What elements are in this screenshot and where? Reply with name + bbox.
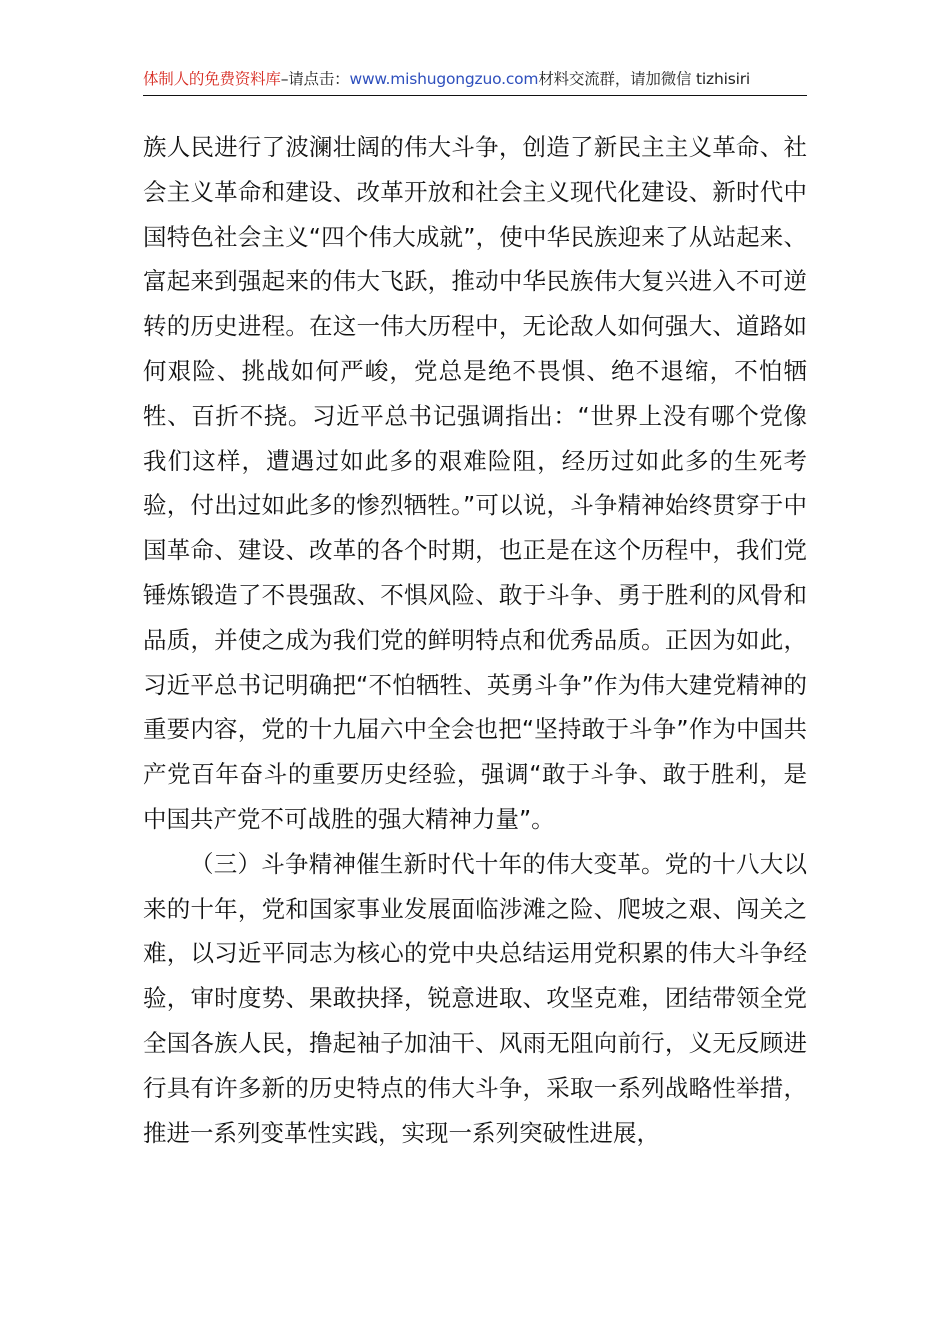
page-header xyxy=(143,64,807,94)
header-prompt: –请点击： xyxy=(280,70,350,88)
body-paragraph-2: （三）斗争精神催生新时代十年的伟大变革。党的十八大以来的十年，党和国家事业发展面临涉滩之险、爬坡之艰、闯关之难，以习近平同志为核心的党中央总结运用党积累的伟大斗争经验，审时度势、果敢抉择，锐意进取、攻坚克难，团结带领全党全国各族人民，撸起袖子加油干、风雨无阻向前行，义无反顾进行具有许多新的历史特点的伟大斗争，采取一系列战略性举措，推进一系列变革性实践，实现一系列突破性进展， xyxy=(143,849,807,1147)
document-body xyxy=(143,125,807,1155)
body-paragraph-1: 族人民进行了波澜壮阔的伟大斗争，创造了新民主主义革命、社会主义革命和建设、改革开放和社会主义现代化建设、新时代中国特色社会主义“四个伟大成就”，使中华民族迎来了从站起来、富起来到强起来的伟大飞跃，推动中华民族伟大复兴进入不可逆转的历史进程。在这一伟大历程中，无论敌人如何强大、道路如何艰险、挑战如何严峻，党总是绝不畏惧、绝不退缩，不怕牺牲、百折不挠。习近平总书记强调指出：“世界上没有哪个党像我们这样，遭遇过如此多的艰难险阻，经历过如此多的生死考验，付出过如此多的惨烈牺牲。”可以说，斗争精神始终贯穿于中国革命、建设、改革的各个时期，也正是在这个历程中，我们党锤炼锻造了不畏强敌、不惧风险、敢于斗争、勇于胜利的风骨和品质，并使之成为我们党的鲜明特点和优秀品质。正因为如此，习近平总书记明确把“不怕牺牲、英勇斗争”作为伟大建党精神的重要内容，党的十九届六中全会也把“坚持敢于斗争”作为中国共产党百年奋斗的重要历史经验，强调“敢于斗争、敢于胜利，是中国共产党不可战胜的强大精神力量”。 xyxy=(143,133,807,833)
header-brand: 体制人的免费资料库 xyxy=(143,70,281,88)
header-divider xyxy=(143,95,807,96)
header-url-link[interactable]: www.mishugongzuo.com xyxy=(349,70,539,88)
header-note: 材料交流群，请加微信 tizhisiri xyxy=(538,70,750,88)
